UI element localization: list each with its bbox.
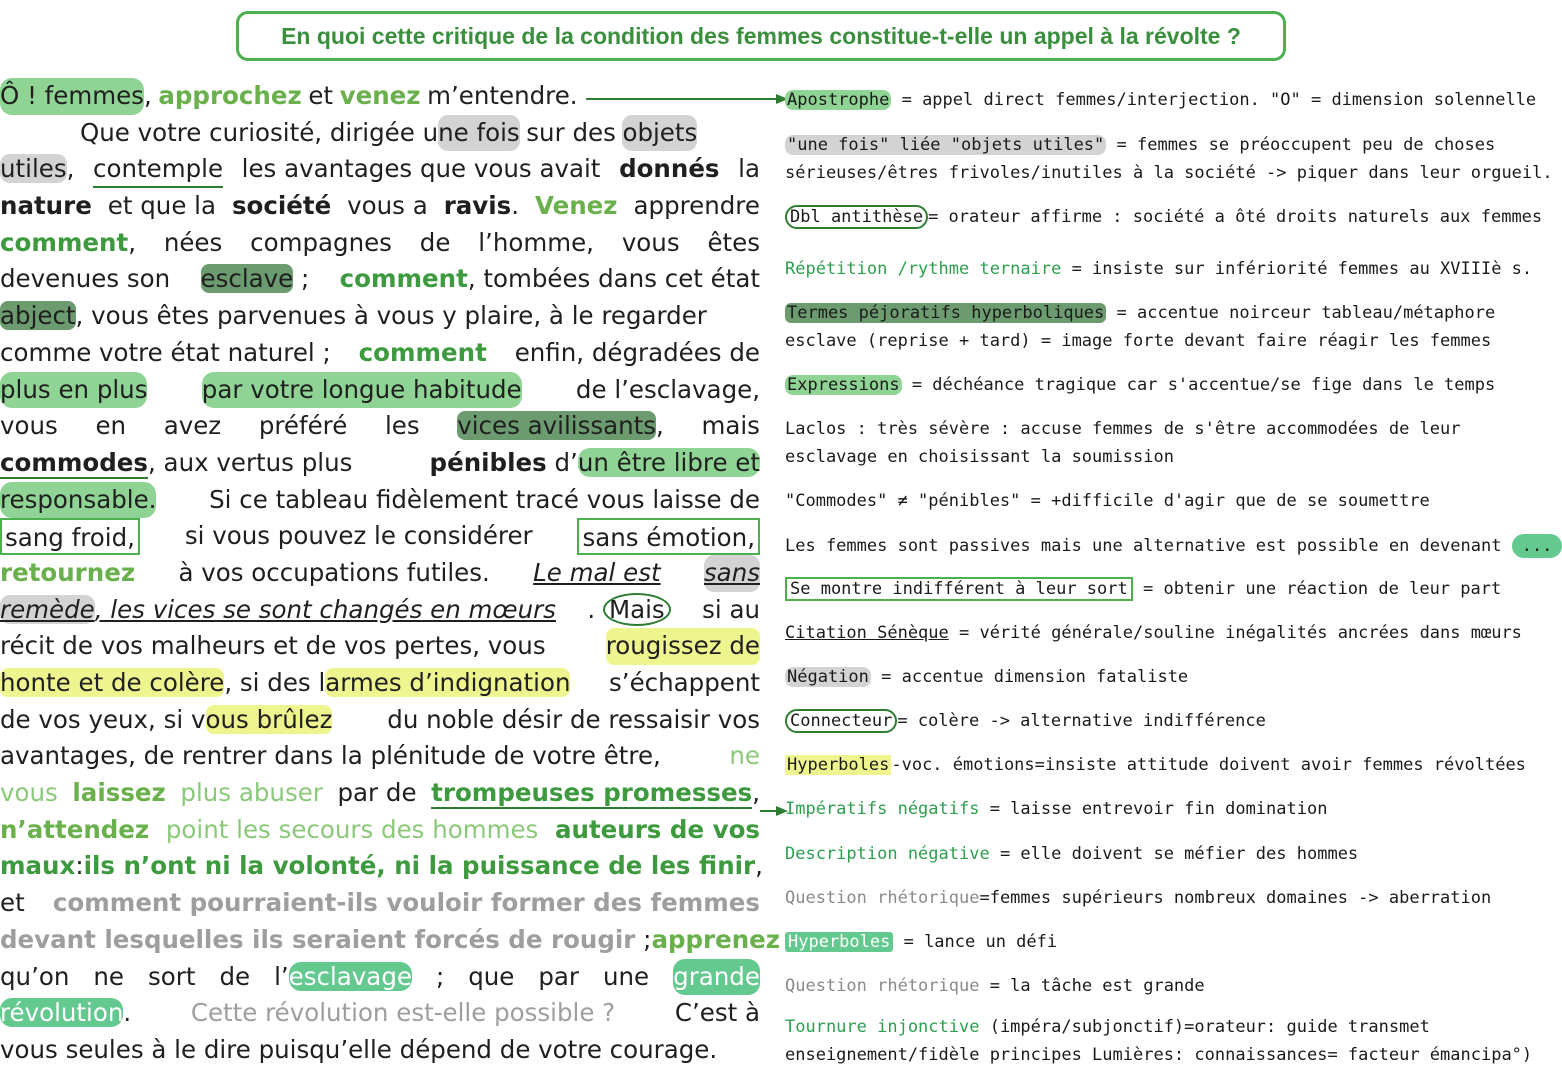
text-line: et comment pourraient-ils vouloir former des femmes: [0, 888, 760, 918]
text-line: récit de vos malheurs et de vos pertes, vous rougissez de: [0, 628, 760, 665]
note-commodes: "Commodes" ≠ "pénibles" = +difficile d'agir que de se soumettre: [785, 491, 1430, 511]
note-termes: Termes péjoratifs hyperboliques = accentue noirceur tableau/métaphore: [787, 303, 1496, 323]
note-passives: Les femmes sont passives mais une alternative est possible en devenant ...: [785, 536, 1562, 556]
text-line: devenues son esclave ; comment, tombées dans cet état: [0, 264, 760, 294]
note-imperatifs: Impératifs négatifs = laisse entrevoir fin domination: [785, 799, 1328, 819]
text-line: avantages, de rentrer dans la plénitude de votre être, ne: [0, 741, 760, 771]
note-connecteur: Connecteur = colère -> alternative indifférence: [785, 711, 1266, 731]
question-title: En quoi cette critique de la condition des femmes constitue-t-elle un appel à la révolte ?: [281, 22, 1241, 49]
text-line: Que votre curiosité, dirigée u ne fois sur des objets: [0, 115, 760, 152]
text-line: de vos yeux, si vous brûlez du noble désir de ressaisir vos: [0, 704, 760, 734]
note-laclos: Laclos : très sévère : accuse femmes de s'être accommodées de leur: [785, 419, 1461, 439]
note-repetition: Répétition /rythme ternaire = insiste sur infériorité femmes au XVIIIè s.: [785, 259, 1533, 279]
note-hyperboles-1: Hyperboles -voc. émotions=insiste attitude doivent avoir femmes révoltées: [787, 755, 1526, 775]
text-line: n’attendez point les secours des hommes auteurs de vos: [0, 814, 760, 844]
text-line: vous laissez plus abuser par de trompeuses promesses,: [0, 778, 760, 808]
note-termes-cont: esclave (reprise + tard) = image forte devant faire réagir les femmes: [785, 331, 1492, 351]
note-question-2: Question rhétorique = la tâche est grande: [785, 976, 1205, 996]
note-description: Description négative = elle doivent se méfier des hommes: [785, 844, 1359, 864]
note-indifferent: Se montre indifférent à leur sort = obtenir une réaction de leur part: [785, 579, 1501, 599]
text-line: vous en avez préféré les vices avilissants, mais: [0, 411, 760, 441]
note-tournure-cont: enseignement/fidèle principes Lumières: connaissances= facteur émancipa°): [785, 1045, 1533, 1065]
text-line: retournez à vos occupations futiles. Le mal est sans: [0, 555, 760, 592]
note-antithese: Dbl antithèse = orateur affirme : société a ôté droits naturels aux femmes: [785, 207, 1542, 227]
text-line: comme votre état naturel ; comment enfin, dégradées de: [0, 337, 760, 367]
note-une-fois: "une fois" liée "objets utiles" = femmes se préoccupent peu de choses: [787, 135, 1496, 155]
text-line: commodes, aux vertus plus pénibles d’un être libre et: [0, 447, 760, 477]
text-line: plus en plus par votre longue habitude de l’esclavage,: [0, 372, 760, 409]
text-line: vous seules à le dire puisqu’elle dépend de votre courage.: [0, 1034, 718, 1064]
text-line: responsable. Si ce tableau fidèlement tracé vous laisse de: [0, 482, 760, 519]
text-line: comment, nées compagnes de l’homme, vous êtes: [0, 227, 760, 257]
note-expressions: Expressions = déchéance tragique car s'accentue/se fige dans le temps: [787, 375, 1496, 395]
note-tournure: Tournure injonctive (impéra/subjonctif)=orateur: guide transmet: [785, 1017, 1430, 1037]
text-line: qu’on ne sort de l’esclavage ; que par une grande: [0, 959, 760, 996]
text-line: abject, vous êtes parvenues à vous y plaire, à le regarder: [0, 301, 707, 331]
text-line: honte et de colère, si des larmes d’indignation s’échappent: [0, 668, 760, 697]
note-une-fois-cont: sérieuses/êtres frivoles/inutiles à la société -> piquer dans leur orgueil.: [785, 163, 1553, 183]
text-line: remède, les vices se sont changés en mœurs . Mais si au: [0, 594, 760, 624]
text-line: sang froid, si vous pouvez le considérer sans émotion,: [0, 518, 760, 555]
note-question-1: Question rhétorique=femmes supérieurs nombreux domaines -> aberration: [785, 888, 1492, 908]
text-line: nature et que la société vous a ravis. Venez apprendre: [0, 191, 760, 221]
note-laclos-cont: esclavage en choisissant la soumission: [785, 447, 1174, 467]
text-line: utiles, contemple les avantages que vous avait donnés la: [0, 151, 760, 188]
text-line: Ô ! femmes , approchez et venez m’entendre.: [0, 78, 760, 115]
note-apostrophe: Apostrophe = appel direct femmes/interjection. "O" = dimension solennelle: [787, 90, 1537, 110]
note-negation: Négation = accentue dimension fataliste: [787, 667, 1189, 687]
text-line: maux : ils n’ont ni la volonté, ni la puissance de les finir,: [0, 851, 763, 881]
text-line: révolution. Cette révolution est-elle possible ? C’est à: [0, 998, 760, 1028]
text-line: devant lesquelles ils seraient forcés de rougir ; apprenez: [0, 924, 781, 954]
note-hyperboles-2: Hyperboles = lance un défi: [785, 932, 1057, 952]
note-seneque: Citation Sénèque = vérité générale/souline inégalités ancrées dans mœurs: [785, 623, 1522, 643]
